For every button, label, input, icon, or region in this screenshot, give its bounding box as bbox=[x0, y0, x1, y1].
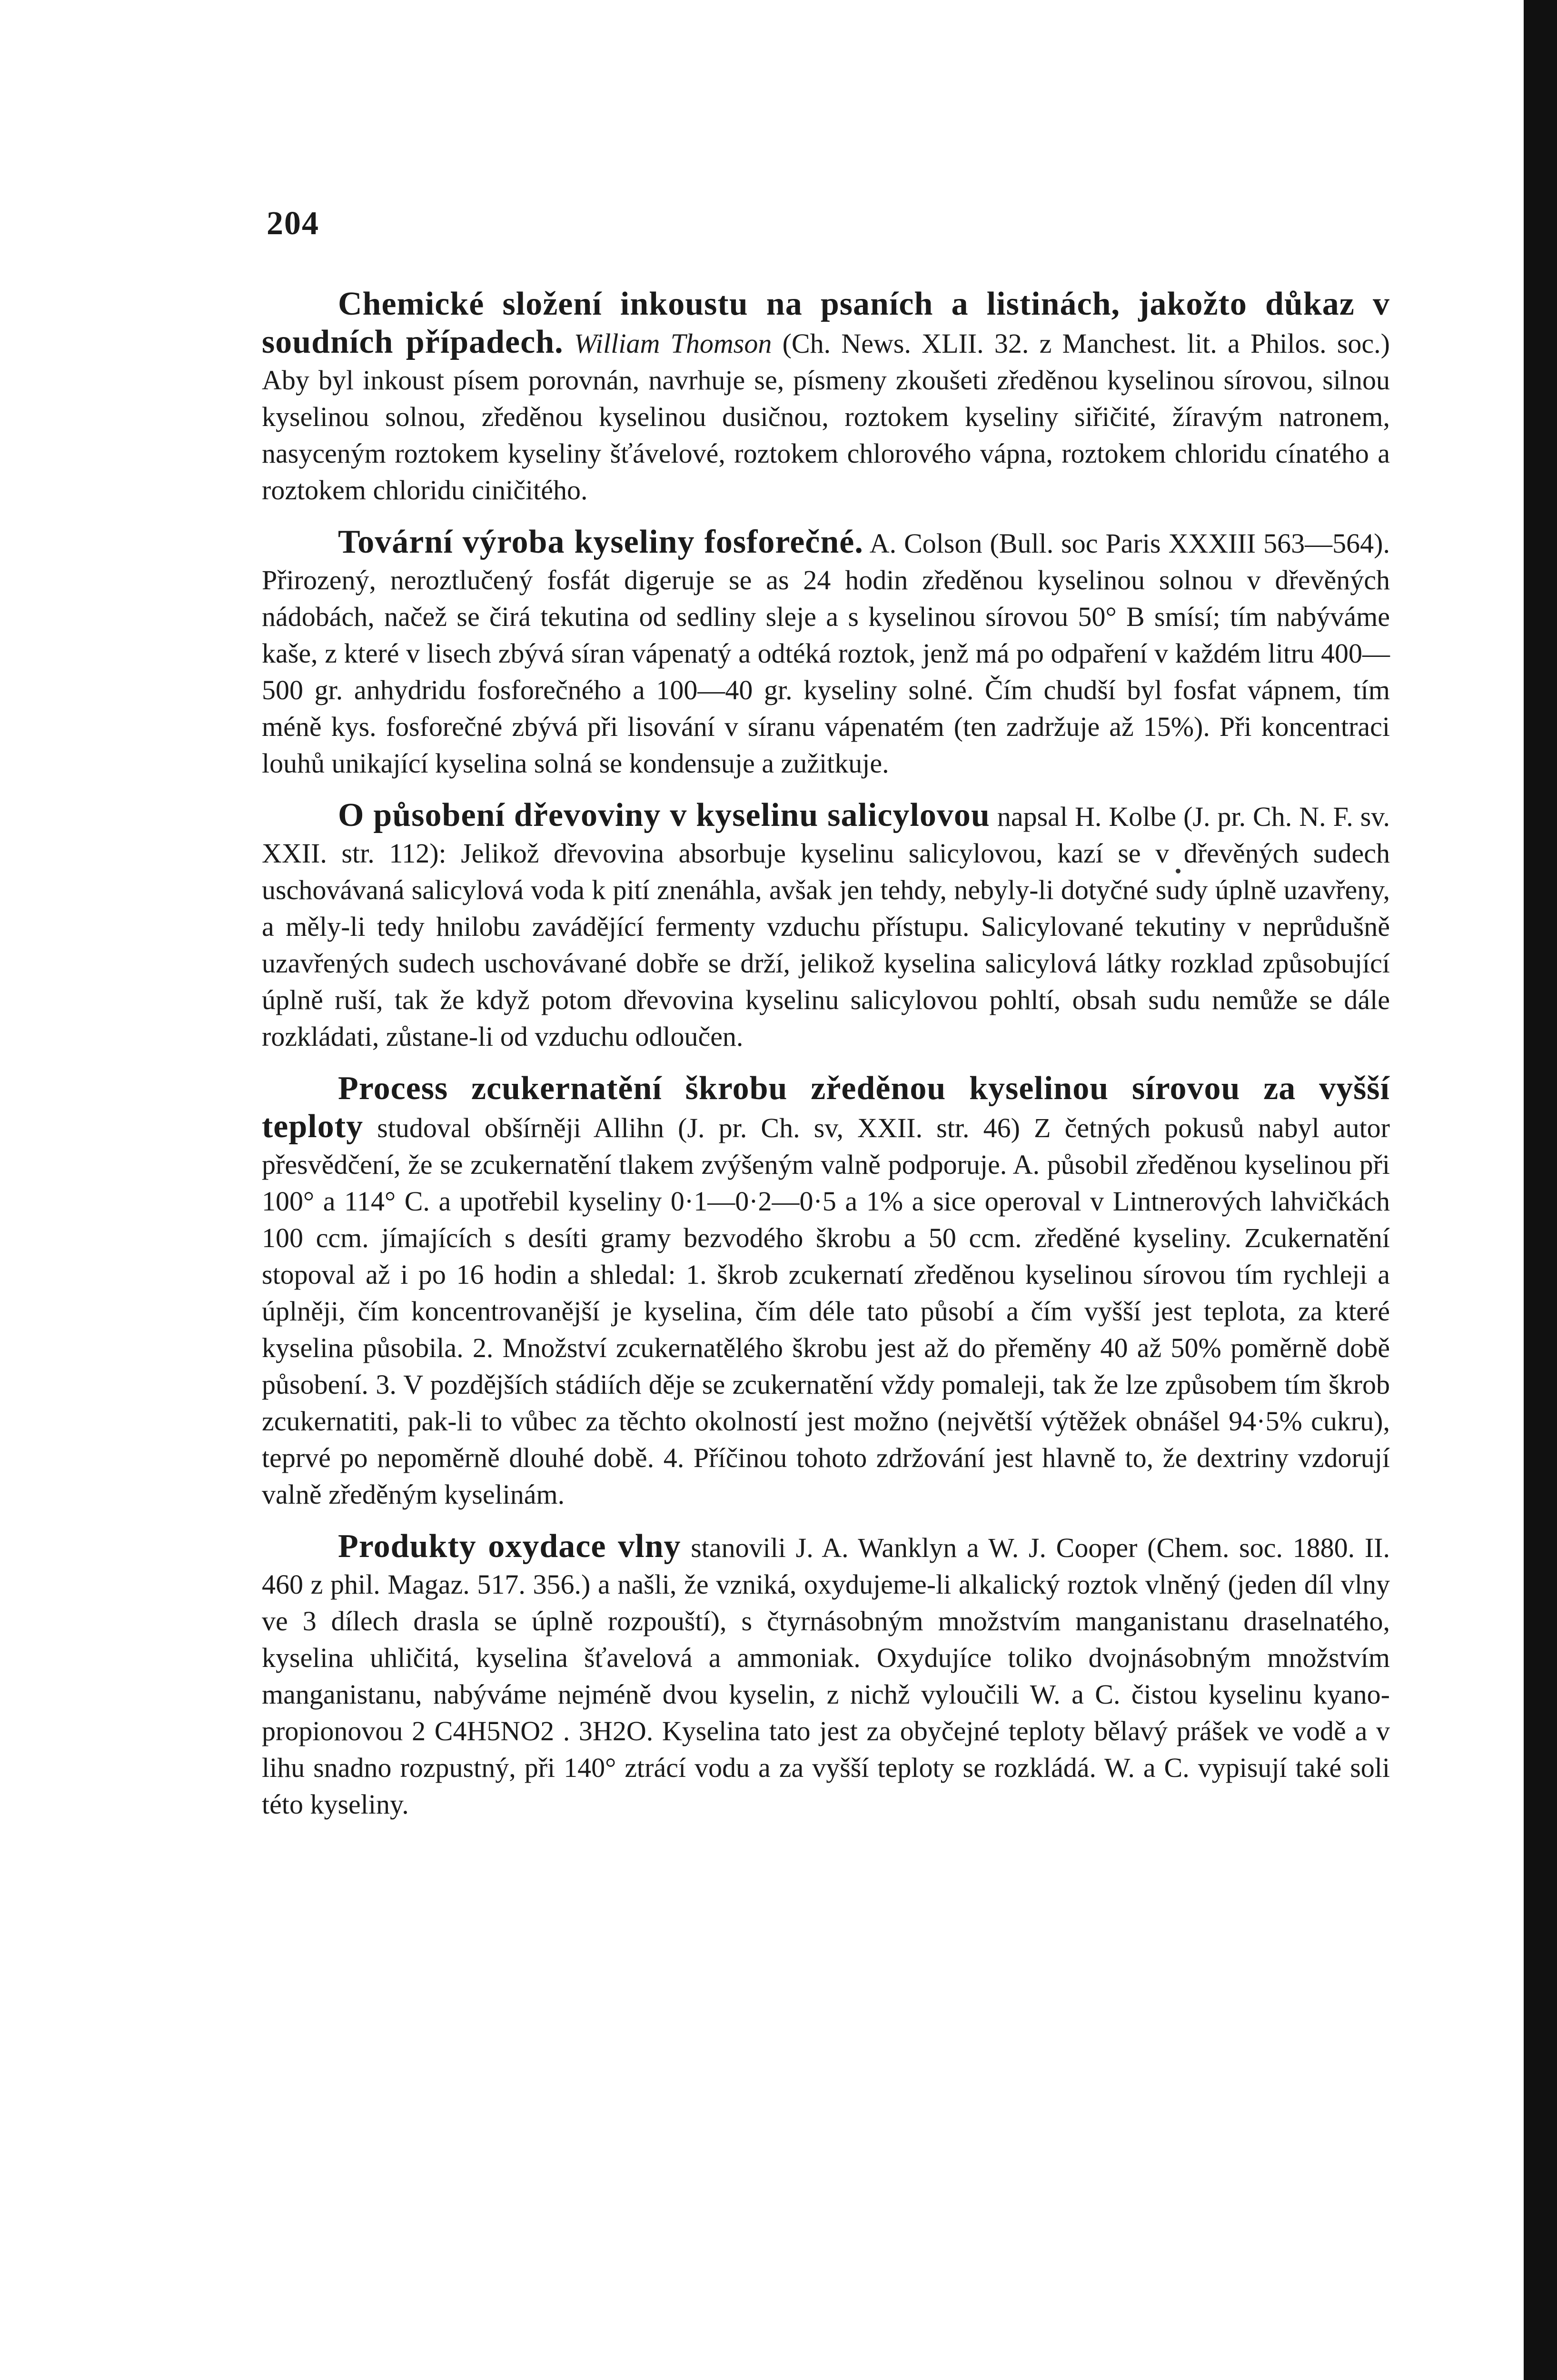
article-body bbox=[262, 286, 1390, 1838]
section-heading: Process zcukernatění škrobu zředěnou kyselinou sírovou za vyšší teploty bbox=[262, 1070, 1390, 1145]
section-heading: Produkty oxydace vlny bbox=[338, 1528, 681, 1565]
section-phosphoric-acid bbox=[262, 524, 1390, 782]
page-number: 204 bbox=[267, 205, 319, 242]
section-heading: Chemické složení inkoustu na psaních a listinách, jakožto důkaz v soudních případech. bbox=[262, 286, 1390, 360]
section-heading: Tovární výroba kyseliny fosforečné. bbox=[338, 524, 863, 560]
section-text: napsal H. Kolbe (J. pr. Ch. N. F. sv. XXII. str. 112): Jelikož dřevovina absorbuje kyselinu salicylovou, kazí se v dřevěných sudech uschovávaná salicylová voda k pití znenáhla, avšak jen tehdy, nebyly-li dotyčné sudy úplně uzavřeny, a měly-li tedy hnilobu zavádějící fermenty vzduchu přístupu. Salicylované tekutiny v neprůdušně uzavřených sudech uschovávané dobře se drží, jelikož kyselina salicylová látky rozklad způsobující úplně ruší, tak že když potom dřevovina kyselinu salicylovou pohltí, obsah sudu nemůže se dále rozkládati, zůstane-li od vzduchu odloučen. bbox=[262, 801, 1390, 1052]
section-text: studoval obšírněji Allihn (J. pr. Ch. sv, XXII. str. 46) Z četných pokusů nabyl autor přesvědčení, že se zcukernatění tlakem zvýšeným valně podporuje. A. působil zředěnou kyselinou při 100° a 114° C. a upotřebil kyseliny 0·1—0·2—0·5 a 1% a sice operoval v Lintnerových lahvičkách 100 ccm. jímajících s desíti gramy bezvodého škrobu a 50 ccm. zředěné kyseliny. Zcukernatění stopoval až i po 16 hodin a shledal: 1. škrob zcukernatí zředěnou kyselinou sírovou tím rychleji a úplněji, čím koncentrovanější je kyselina, čím déle tato působí a čím vyšší jest teplota, za které kyselina působila. 2. Množství zcukernatělého škrobu jest až do přeměny 40 až 50% poměrně době působení. 3. V pozdějších stádiích děje se zcukernatění vždy pomaleji, tak že lze způsobem tím škrob zcukernatiti, pak-li to vůbec za těchto okolností jest možno (největší výtěžek obnášel 94·5% cukru), teprvé po nepoměrně dlouhé době. 4. Příčinou tohoto zdržování jest hlavně to, že dextriny vzdorují valně zředěným kyselinám. bbox=[262, 1112, 1390, 1510]
section-text: stanovili J. A. Wanklyn a W. J. Cooper (Chem. soc. 1880. II. 460 z phil. Magaz. 517. 356.) a našli, že vzniká, oxydujeme-li alkalický roztok vlněný (jeden díl vlny ve 3 dílech drasla se úplně rozpouští), s čtyrnásobným množstvím manganistanu draselnatého, kyselina uhličitá, kyselina šťavelová a ammoniak. Oxydujíce toliko dvojnásobným množstvím manganistanu, nabýváme nejméně dvou kyselin, z nichž vyloučili W. a C. čistou kyselinu kyano-propionovou 2 C4H5NO2 . 3H2O. Kyselina tato jest za obyčejné teploty bělavý prášek ve vodě a v lihu snadno rozpustný, při 140° ztrácí vodu a za vyšší teploty se rozkládá. W. a C. vypisují také soli této kyseliny. bbox=[262, 1532, 1390, 1820]
section-author: William Thomson bbox=[574, 328, 772, 359]
section-starch-saccharification bbox=[262, 1070, 1390, 1513]
section-wool-oxidation bbox=[262, 1528, 1390, 1823]
section-heading: O působení dřevoviny v kyselinu salicylovou bbox=[338, 797, 990, 833]
section-salicylic-acid bbox=[262, 797, 1390, 1055]
section-ink-composition bbox=[262, 286, 1390, 508]
print-speck bbox=[1176, 869, 1180, 873]
scan-edge-bar bbox=[1524, 0, 1557, 2380]
section-text: (Ch. News. XLII. 32. z Manchest. lit. a Philos. soc.) Aby byl inkoust písem porovnán, navrhuje se, písmeny zkoušeti zředěnou kyselinou sírovou, silnou kyselinou solnou, zředěnou kyselinou dusičnou, roztokem kyseliny siřičité, žíravým natronem, nasyceným roztokem kyseliny šťávelové, roztokem chlorového vápna, roztokem chloridu cínatého a roztokem chloridu ciničitého. bbox=[262, 328, 1390, 506]
section-text: A. Colson (Bull. soc Paris XXXIII 563—564). Přirozený, neroztlučený fosfát digeruje se as 24 hodin zředěnou kyselinou solnou v dřevěných nádobách, načež se čirá tekutina od sedliny sleje a s kyselinou sírovou 50° B smísí; tím nabýváme kaše, z které v lisech zbývá síran vápenatý a odtéká roztok, jenž má po odpaření v každém litru 400—500 gr. anhydridu fosforečného a 100—40 gr. kyseliny solné. Čím chudší byl fosfat vápnem, tím méně kys. fosforečné zbývá při lisování v síranu vápenatém (ten zadržuje až 15%). Při koncentraci louhů unikající kyselina solná se kondensuje a zužitkuje. bbox=[262, 528, 1390, 779]
